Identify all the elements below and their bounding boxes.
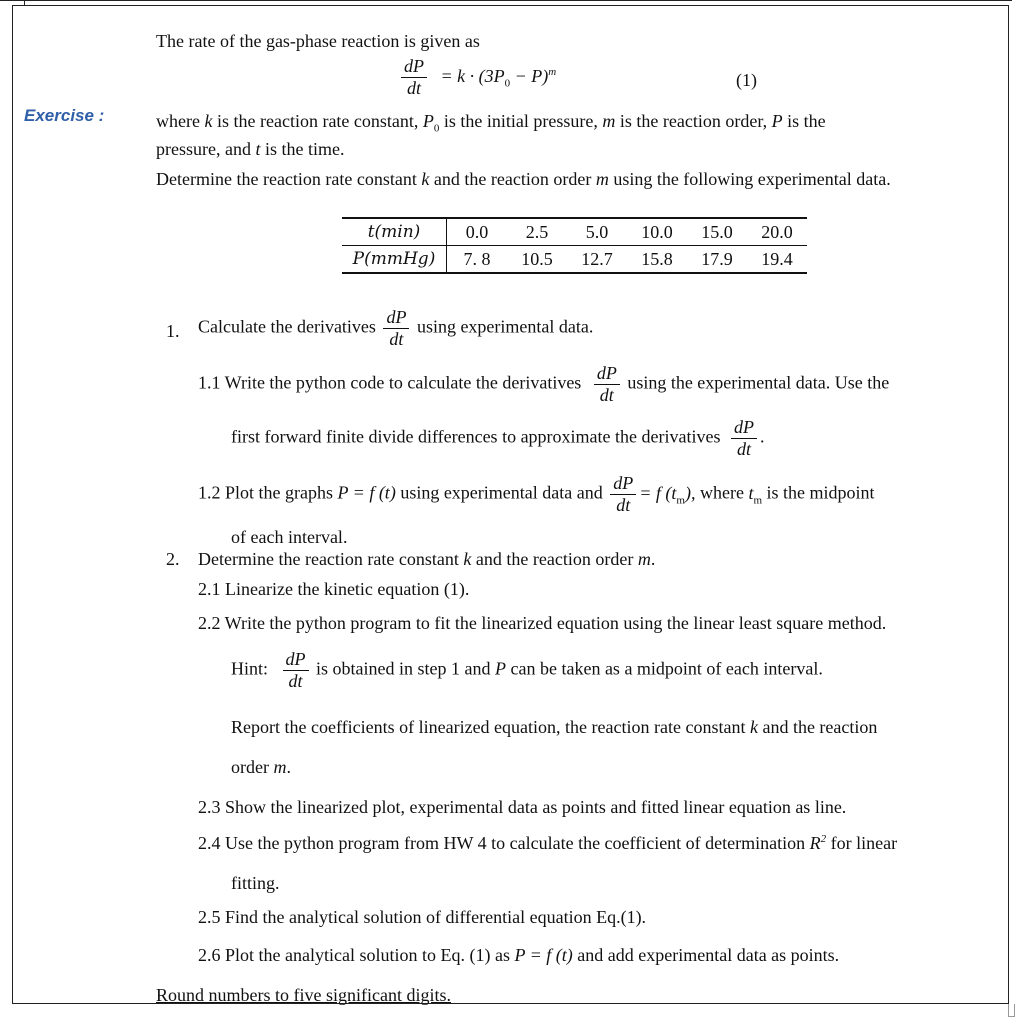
table-cell: 20.0 <box>747 218 807 246</box>
where-line-2 <box>156 139 344 160</box>
dp-dt-fraction: $\frac{dP}{dt}$ <box>731 418 757 459</box>
item-2-6-text-b: and add experimental data as points. <box>577 945 840 965</box>
item-2-text-a: Determine the reaction rate constant <box>198 549 459 569</box>
exercise-label: Exercise : <box>24 106 105 125</box>
where-line <box>156 111 826 135</box>
table-cell: 5.0 <box>567 218 627 246</box>
determine-c: using the following experimental data. <box>613 169 891 189</box>
rhs-superscript: m <box>548 65 557 78</box>
rhs-middle: − P) <box>510 65 549 86</box>
where-line2-b: is the time. <box>264 139 345 159</box>
symbol-p0: $P_0$ <box>422 111 440 135</box>
item-1-2-line-2: of each interval. <box>231 527 348 547</box>
table-cell: 12.7 <box>567 246 627 274</box>
item-1-2-text-b: using experimental data and <box>400 482 603 503</box>
symbol-tm: $t_m$ <box>748 482 763 507</box>
item-1-2-text-d: is the midpoint <box>766 482 875 503</box>
item-2-6 <box>198 945 839 966</box>
report-text-a: Report the coefficients of linearized equation, the reaction rate constant <box>231 717 746 737</box>
item-1-1-line-2 <box>231 418 765 459</box>
symbol-m: m <box>595 169 609 189</box>
top-border-line <box>0 0 1012 1</box>
item-2-4-text-b: for linear <box>830 833 898 853</box>
equation-p-of-t: P = f (t) <box>337 482 396 503</box>
symbol-k: k <box>749 717 758 737</box>
item-2-4-line-2: fitting. <box>231 873 280 893</box>
table-cell: 2.5 <box>507 218 567 246</box>
intro-text: The rate of the gas-phase reaction is given as <box>156 31 480 51</box>
equation-p-of-t: P = f (t) <box>514 945 573 965</box>
fraction-numerator: dP <box>401 57 427 78</box>
equation-number: (1) <box>736 70 757 90</box>
rhs-subscript: 0 <box>504 77 511 90</box>
item-2-5: 2.5 Find the analytical solution of differential equation Eq.(1). <box>198 907 647 927</box>
table-cell: 17.9 <box>687 246 747 274</box>
symbol-m: m <box>602 111 616 131</box>
dp-dt-fraction: $\frac{dP}{dt}$ <box>383 308 409 349</box>
symbol-k: k <box>204 111 213 131</box>
report-line-2 <box>231 757 291 778</box>
where-desc-m: is the reaction order, <box>619 111 768 131</box>
report-text-c: order <box>231 757 269 777</box>
item-2-2: 2.2 Write the python program to fit the linearized equation using the linear least square method. <box>198 613 887 633</box>
dp-dt-fraction <box>401 57 427 98</box>
table-cell: 15.0 <box>687 218 747 246</box>
symbol-t: t <box>255 139 261 159</box>
item-2-4 <box>198 833 897 854</box>
item-1-2-text-c: where <box>699 482 744 503</box>
item-1-1-text-b: using the experimental data. Use the <box>627 372 890 393</box>
table-cell: 0.0 <box>447 218 508 246</box>
report-line <box>231 717 877 738</box>
symbol-k: k <box>421 169 430 189</box>
equation-rhs <box>440 65 557 90</box>
hint-label: Hint: <box>231 658 269 679</box>
item-2-1: 2.1 Linearize the kinetic equation (1). <box>198 579 470 599</box>
where-desc-p: is the <box>787 111 826 131</box>
item-1-number: 1. <box>166 321 180 341</box>
symbol-m: m <box>273 757 287 777</box>
rhs-prefix: = k · (3P <box>440 65 505 86</box>
experimental-data-table <box>342 217 807 274</box>
table-cell: 10.5 <box>507 246 567 274</box>
item-1-text-b: using experimental data. <box>416 316 594 337</box>
item-2-4-text-a: 2.4 Use the python program from HW 4 to calculate the coefficient of determination <box>198 833 806 853</box>
table-cell: 19.4 <box>747 246 807 274</box>
item-1-2-text-a: 1.2 Plot the graphs <box>198 482 333 503</box>
item-2-text-b: and the reaction order <box>475 549 634 569</box>
dp-dt-fraction: $\frac{dP}{dt}$ <box>610 474 636 515</box>
item-1-2 <box>198 474 875 515</box>
dp-dt-fraction: $\frac{dP}{dt}$ <box>283 650 309 691</box>
symbol-m: m <box>637 549 651 569</box>
table-cell: 7. 8 <box>447 246 508 274</box>
item-1-1-text-c: first forward finite divide differences to approximate the derivatives <box>231 426 721 447</box>
where-desc-p0: is the initial pressure, <box>443 111 598 131</box>
determine-b: and the reaction order <box>433 169 592 189</box>
item-1-1-text-a: 1.1 Write the python code to calculate the derivatives <box>198 372 582 393</box>
hint-text-a: is obtained in step 1 and <box>316 658 491 679</box>
table-cell: 10.0 <box>627 218 687 246</box>
table-header-time: t(min) <box>342 218 447 246</box>
where-word: where <box>156 111 200 131</box>
item-2-number: 2. <box>166 549 180 569</box>
report-text-b: and the reaction <box>762 717 878 737</box>
item-2 <box>198 549 655 570</box>
determine-line <box>156 169 891 190</box>
item-1-1-period: . <box>760 426 765 447</box>
dp-dt-fraction: $\frac{dP}{dt}$ <box>594 364 620 405</box>
item-2-period: . <box>650 549 656 569</box>
where-line2-a: pressure, and <box>156 139 251 159</box>
symbol-p: P <box>771 111 783 131</box>
determine-a: Determine the reaction rate constant <box>156 169 417 189</box>
table-cell: 15.8 <box>627 246 687 274</box>
item-1-text-a: Calculate the derivatives <box>198 316 376 337</box>
symbol-r-squared: $R^2$ <box>809 833 827 853</box>
item-2-3: 2.3 Show the linearized plot, experimental data as points and fitted linear equation as line. <box>198 797 847 817</box>
table-row-time <box>342 218 807 246</box>
symbol-p: P <box>495 658 506 679</box>
item-1 <box>198 308 593 349</box>
corner-marker <box>1008 1004 1015 1017</box>
symbol-k: k <box>463 549 472 569</box>
item-2-6-text-a: 2.6 Plot the analytical solution to Eq. (1) as <box>198 945 510 965</box>
fraction-denominator: dt <box>406 78 421 98</box>
hint <box>231 650 823 691</box>
equation-f-of-tm: = f $(t_m)$, <box>639 482 696 507</box>
table-header-pressure: P(mmHg) <box>342 246 447 274</box>
footer-note: Round numbers to five significant digits. <box>156 985 451 1005</box>
hint-text-b: can be taken as a midpoint of each interval. <box>510 658 823 679</box>
rate-equation <box>398 57 556 98</box>
where-desc-k: is the reaction rate constant, <box>216 111 419 131</box>
table-row-pressure <box>342 246 807 274</box>
item-1-1 <box>198 364 889 405</box>
report-period: . <box>286 757 291 777</box>
